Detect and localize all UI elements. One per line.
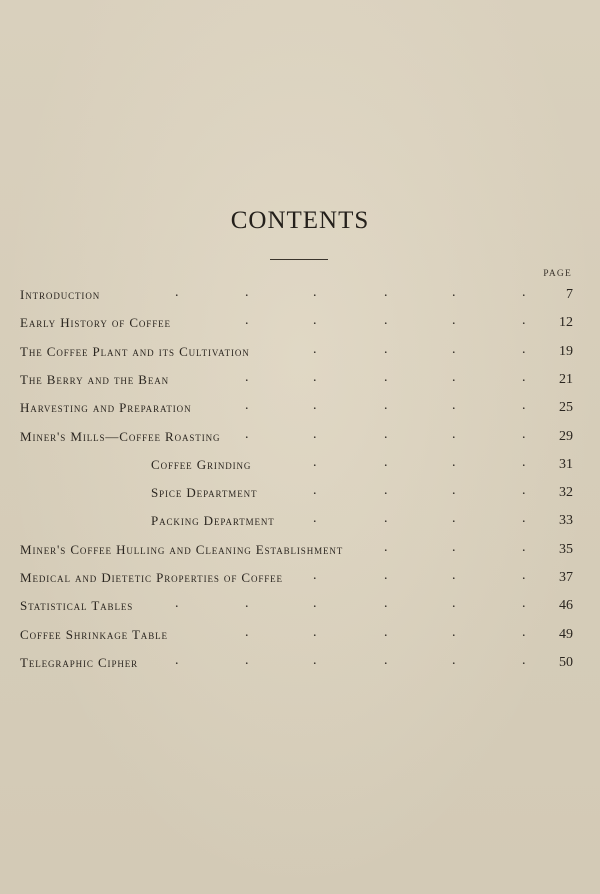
leader-dot: . [452,454,456,470]
leader-dot: . [245,652,249,668]
toc-entry-page: 32 [559,485,573,501]
toc-entry [0,623,600,651]
toc-entry-title: Packing Department [151,513,275,529]
leader-dot: . [384,454,388,470]
toc-entry-title: The Coffee Plant and its Cultivation [20,343,250,359]
toc-leader-dots [0,596,538,616]
leader-dot: . [522,341,526,357]
leader-dot: . [522,285,526,300]
leader-dot: . [522,454,526,470]
toc-leader-dots [0,313,538,333]
leader-dot: . [384,313,388,329]
leader-dot: . [522,511,526,527]
toc-entry [0,340,600,368]
leader-dot: . [384,369,388,385]
leader-dot: . [384,511,388,527]
leader-dot: . [452,652,456,668]
toc-entry [0,425,600,453]
toc-entry-page: 29 [559,428,573,444]
leader-dot: . [452,398,456,414]
leader-dot: . [522,652,526,668]
leader-dot: . [384,568,388,583]
leader-dot: . [452,624,456,640]
leader-dot: . [384,398,388,414]
leader-dot: . [313,341,317,357]
leader-dot: . [522,624,526,640]
toc-entry-title: Spice Department [151,485,258,501]
toc-entry-title: Statistical Tables [20,598,134,614]
toc-entry [0,594,600,622]
leader-dot: . [522,483,526,499]
page-column-label: PAGE [543,269,572,279]
toc-entry-page: 49 [559,626,573,642]
leader-dot: . [522,426,526,442]
leader-dot: . [245,285,249,300]
toc-entry-page: 21 [559,371,573,387]
page-title: CONTENTS [230,207,370,234]
toc-entry-page: 33 [559,513,573,529]
toc-entry [0,509,600,537]
toc-leader-dots [0,285,538,305]
leader-dot: . [384,596,388,612]
leader-dot: . [452,511,456,527]
leader-dot: . [384,539,388,555]
leader-dot: . [175,652,179,668]
leader-dot: . [313,369,317,385]
toc-leader-dots [0,455,538,475]
leader-dot: . [313,398,317,414]
toc-entry-page: 37 [559,570,573,585]
toc-entry-title: Telegraphic Cipher [20,654,139,670]
toc-entry [0,283,600,311]
leader-dot: . [452,426,456,442]
leader-dot: . [452,341,456,357]
leader-dot: . [384,426,388,442]
toc-leader-dots [0,568,538,588]
leader-dot: . [245,426,249,442]
leader-dot: . [175,596,179,612]
toc-entry-title: Miner's Mills—Coffee Roasting [20,428,221,444]
toc-leader-dots [0,483,538,503]
leader-dot: . [384,624,388,640]
toc-entry-page: 50 [559,654,573,670]
toc-entry [0,453,600,481]
toc-leader-dots [0,398,538,418]
toc-entry-page: 25 [559,400,573,416]
toc-entry-page: 46 [559,598,573,614]
leader-dot: . [175,285,179,300]
toc-entry-page: 7 [566,287,573,302]
leader-dot: . [313,568,317,583]
leader-dot: . [313,511,317,527]
toc-entry-page: 35 [559,541,573,557]
leader-dot: . [522,398,526,414]
leader-dot: . [313,624,317,640]
toc-entry-title: Coffee Grinding [151,456,252,472]
toc-leader-dots [0,540,538,560]
toc-leader-dots [0,342,538,362]
toc-entry [0,651,600,679]
leader-dot: . [313,285,317,300]
leader-dot: . [452,539,456,555]
toc-entry-title: Harvesting and Preparation [20,400,192,416]
leader-dot: . [313,313,317,329]
toc-entry [0,368,600,396]
leader-dot: . [245,624,249,640]
leader-dot: . [313,426,317,442]
toc-entry [0,311,600,339]
leader-dot: . [313,483,317,499]
leader-dot: . [384,652,388,668]
leader-dot: . [522,568,526,583]
leader-dot: . [313,596,317,612]
leader-dot: . [452,483,456,499]
toc-entry-page: 12 [559,315,573,331]
toc-entry [0,566,600,594]
leader-dot: . [522,539,526,555]
leader-dot: . [452,285,456,300]
leader-dot: . [384,483,388,499]
leader-dot: . [245,313,249,329]
leader-dot: . [452,568,456,583]
toc-entry-page: 31 [559,456,573,472]
leader-dot: . [245,369,249,385]
toc-entry-title: Early History of Coffee [20,315,171,331]
leader-dot: . [452,596,456,612]
leader-dot: . [452,369,456,385]
toc-entry-title: Medical and Dietetic Properties of Coffee [20,570,283,585]
leader-dot: . [245,398,249,414]
toc-entry [0,481,600,509]
toc-leader-dots [0,427,538,447]
leader-dot: . [522,596,526,612]
leader-dot: . [452,313,456,329]
toc-entry-title: Coffee Shrinkage Table [20,626,168,642]
toc-leader-dots [0,370,538,390]
toc-leader-dots [0,625,538,645]
leader-dot: . [313,454,317,470]
toc-entry-title: Introduction [20,287,101,302]
leader-dot: . [522,313,526,329]
leader-dot: . [384,285,388,300]
leader-dot: . [313,652,317,668]
toc-entry-title: Miner's Coffee Hulling and Cleaning Establishment [20,541,344,557]
toc-leader-dots [0,511,538,531]
toc-entry [0,396,600,424]
leader-dot: . [384,341,388,357]
toc-entry [0,538,600,566]
toc-entry-title: The Berry and the Bean [20,371,170,387]
toc-leader-dots [0,653,538,673]
toc-entry-page: 19 [559,343,573,359]
title-rule [270,259,328,260]
leader-dot: . [245,596,249,612]
leader-dot: . [522,369,526,385]
